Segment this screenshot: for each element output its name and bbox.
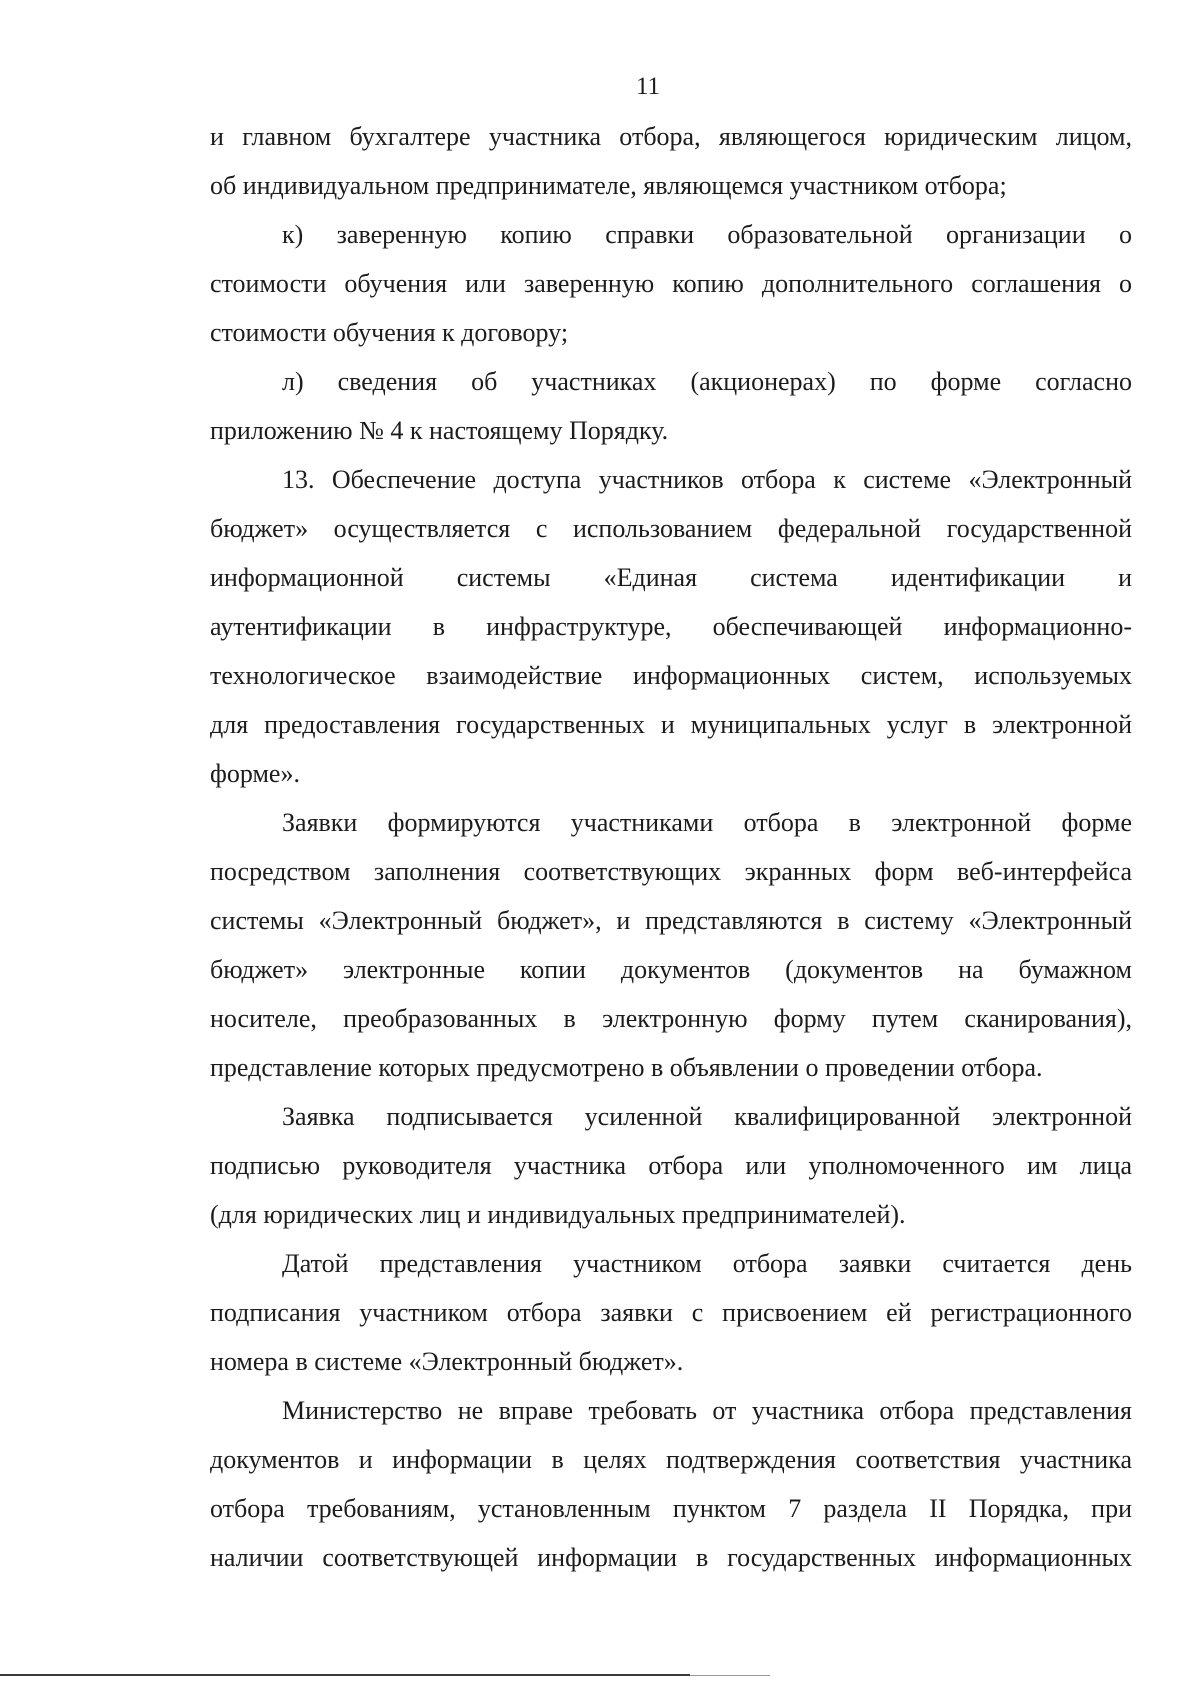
text-line: документов и информации в целях подтверждения соответствия участника xyxy=(210,1445,1132,1474)
bottom-rule-faint xyxy=(690,1675,770,1676)
text-line: посредством заполнения соответствующих экранных форм веб-интерфейса xyxy=(210,857,1132,886)
text-line: представление которых предусмотрено в объявлении о проведении отбора. xyxy=(210,1053,1043,1082)
text-line: приложению № 4 к настоящему Порядку. xyxy=(210,416,669,445)
text-line: номера в системе «Электронный бюджет». xyxy=(210,1347,684,1376)
text-line: форме». xyxy=(210,759,300,788)
text-line: 13. Обеспечение доступа участников отбора к системе «Электронный xyxy=(282,465,1132,494)
text-line: Министерство не вправе требовать от участника отбора представления xyxy=(282,1396,1132,1425)
text-line: бюджет» электронные копии документов (документов на бумажном xyxy=(210,955,1132,984)
text-line: аутентификации в инфраструктуре, обеспечивающей информационно- xyxy=(210,612,1132,641)
text-line: информационной системы «Единая система идентификации и xyxy=(210,563,1132,592)
text-line: об индивидуальном предпринимателе, являющемся участником отбора; xyxy=(210,171,1007,200)
page-number: 11 xyxy=(635,73,661,100)
bottom-rule xyxy=(0,1674,690,1676)
text-line: Датой представления участником отбора заявки считается день xyxy=(282,1249,1132,1278)
text-line: л) сведения об участниках (акционерах) по форме согласно xyxy=(282,367,1132,396)
text-line: для предоставления государственных и муниципальных услуг в электронной xyxy=(210,710,1132,739)
text-line: подписью руководителя участника отбора или уполномоченного им лица xyxy=(210,1151,1132,1180)
text-line: отбора требованиям, установленным пунктом 7 раздела II Порядка, при xyxy=(210,1494,1132,1523)
text-line: подписания участником отбора заявки с присвоением ей регистрационного xyxy=(210,1298,1132,1327)
text-line: носителе, преобразованных в электронную форму путем сканирования), xyxy=(210,1004,1132,1033)
text-line: Заявки формируются участниками отбора в электронной форме xyxy=(282,808,1132,837)
text-line: к) заверенную копию справки образовательной организации о xyxy=(282,220,1132,249)
text-line: наличии соответствующей информации в государственных информационных xyxy=(210,1543,1132,1572)
text-line: (для юридических лиц и индивидуальных предпринимателей). xyxy=(210,1200,906,1229)
document-body xyxy=(210,112,1132,1582)
text-line: Заявка подписывается усиленной квалифицированной электронной xyxy=(282,1102,1132,1131)
text-line: системы «Электронный бюджет», и представляются в систему «Электронный xyxy=(210,906,1132,935)
text-line: стоимости обучения или заверенную копию дополнительного соглашения о xyxy=(210,269,1132,298)
text-line: и главном бухгалтере участника отбора, являющегося юридическим лицом, xyxy=(210,122,1132,151)
text-line: технологическое взаимодействие информационных систем, используемых xyxy=(210,661,1132,690)
text-line: бюджет» осуществляется с использованием федеральной государственной xyxy=(210,514,1132,543)
text-line: стоимости обучения к договору; xyxy=(210,318,569,347)
